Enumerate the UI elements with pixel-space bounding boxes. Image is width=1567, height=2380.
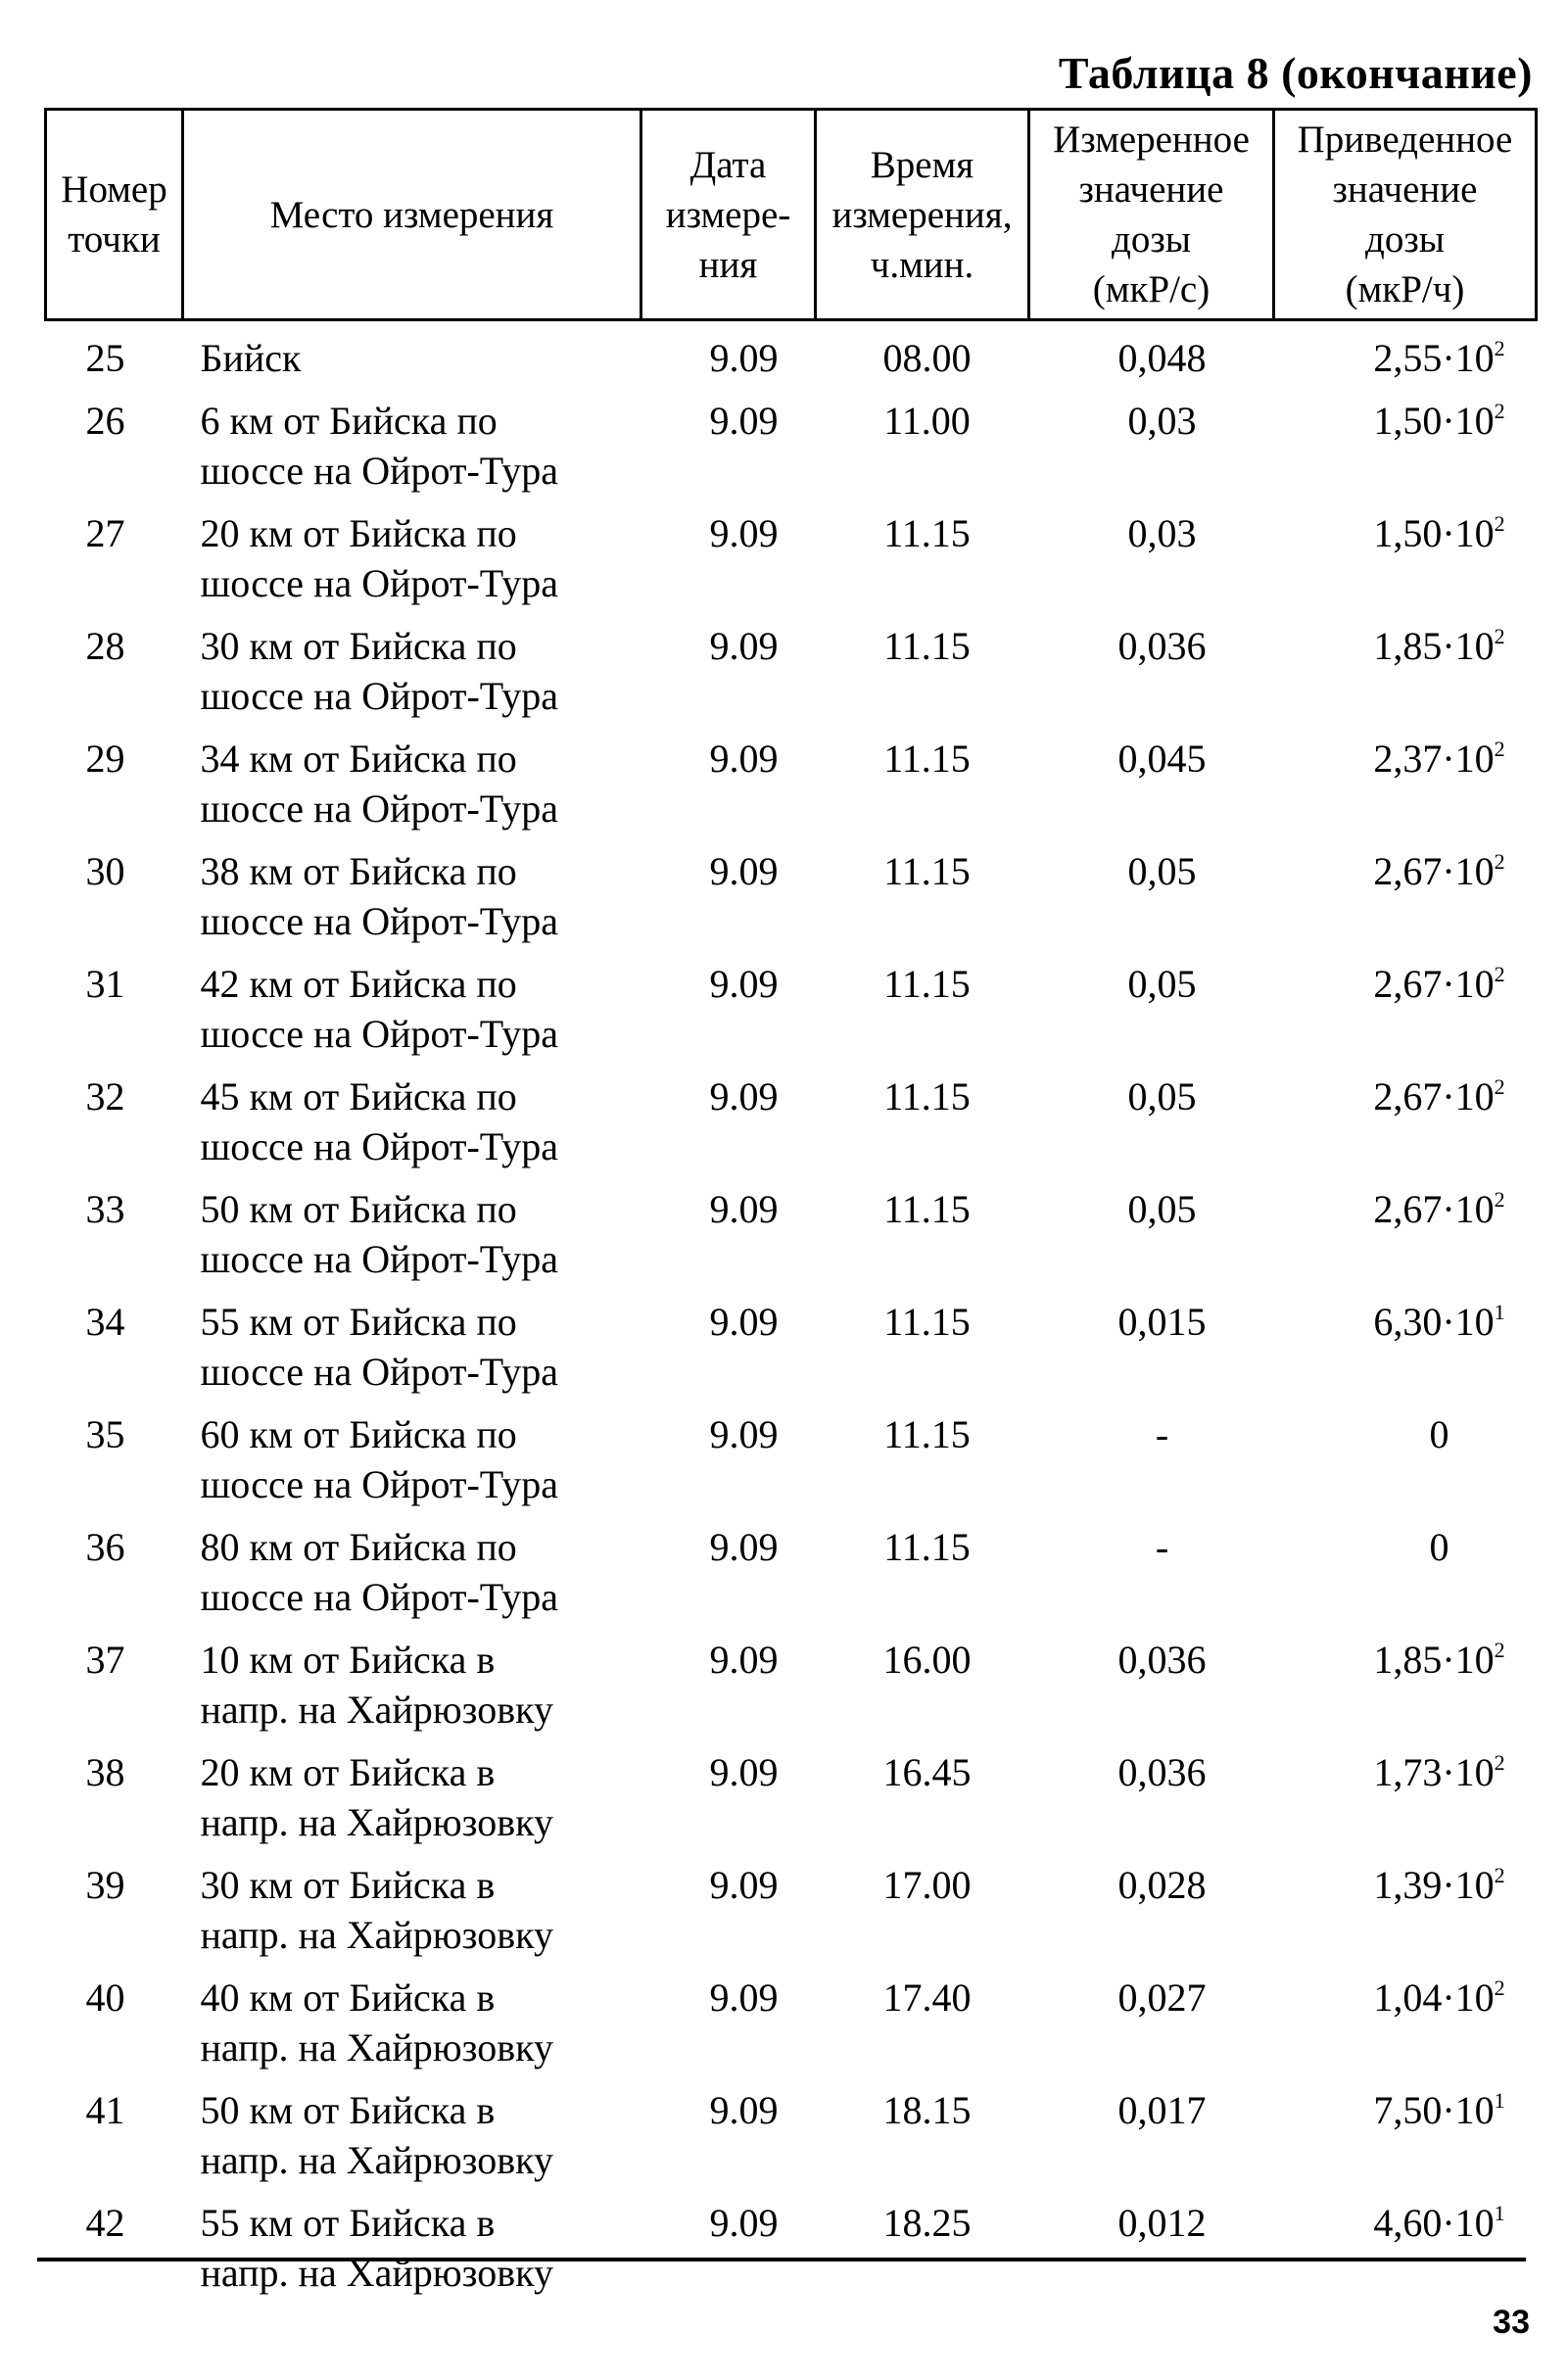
cell-time: 16.45	[882, 1750, 972, 1794]
cell-date: 9.09	[709, 962, 779, 1006]
cell-place	[183, 1522, 641, 1635]
table-row	[46, 1973, 1537, 2085]
cell-reduced-dose	[1274, 320, 1537, 397]
cell-point-number: 31	[85, 962, 125, 1006]
cell-place-line: 6 км от Бийска по	[200, 399, 498, 443]
cell-reduced-mantissa: 6,30·10	[1373, 1300, 1495, 1344]
cell-date: 9.09	[709, 2201, 779, 2245]
page-number: 33	[1493, 2304, 1530, 2341]
cell-reduced-exponent: 2	[1494, 1975, 1505, 2000]
cell-date: 9.09	[709, 1975, 779, 2020]
cell-time: 11.15	[883, 1300, 971, 1344]
cell-date: 9.09	[709, 511, 779, 555]
cell-reduced-mantissa: 1,04·10	[1373, 1975, 1495, 2020]
cell-time: 11.15	[883, 962, 971, 1006]
cell-reduced-dose	[1274, 1071, 1537, 1184]
cell-date: 9.09	[709, 737, 779, 781]
cell-point-number: 28	[85, 624, 125, 668]
header-time: Время измерения, ч.мин.	[816, 110, 1029, 320]
cell-reduced-dose	[1274, 1409, 1537, 1522]
cell-place-line: 50 км от Бийска по	[200, 1187, 517, 1231]
cell-place-line: напр. на Хайрюзовку	[200, 2138, 553, 2182]
cell-date: 9.09	[709, 336, 779, 380]
cell-place-line: напр. на Хайрюзовку	[200, 2025, 553, 2070]
cell-reduced-mantissa: 1,85·10	[1373, 624, 1495, 668]
cell-place	[183, 621, 641, 734]
cell-place-line: Бийск	[200, 336, 302, 380]
cell-place-line: 20 км от Бийска по	[200, 511, 517, 555]
cell-point-number: 32	[85, 1074, 125, 1119]
cell-reduced-dose	[1274, 621, 1537, 734]
cell-measured-dose: 0,03	[1127, 399, 1197, 443]
cell-reduced-mantissa: 1,85·10	[1373, 1638, 1495, 1682]
cell-reduced-mantissa: 1,50·10	[1373, 399, 1495, 443]
cell-place	[183, 2198, 641, 2310]
table-row	[46, 846, 1537, 959]
cell-measured-dose: 0,028	[1117, 1863, 1207, 1907]
cell-point-number: 27	[85, 511, 125, 555]
cell-place-line: шоссе на Ойрот-Тура	[200, 1462, 558, 1506]
cell-place	[183, 1635, 641, 1747]
cell-place	[183, 1184, 641, 1297]
cell-place	[183, 320, 641, 397]
cell-time: 11.00	[883, 399, 971, 443]
cell-date: 9.09	[709, 1300, 779, 1344]
cell-place-line: напр. на Хайрюзовку	[200, 2251, 553, 2295]
cell-place-line: шоссе на Ойрот-Тура	[200, 786, 558, 831]
cell-reduced-exponent: 2	[1494, 336, 1505, 360]
table-row	[46, 2085, 1537, 2198]
cell-reduced-exponent: 2	[1494, 1638, 1505, 1662]
cell-reduced-dose	[1274, 1297, 1537, 1409]
cell-point-number: 34	[85, 1300, 125, 1344]
cell-reduced-exponent: 2	[1494, 1750, 1505, 1775]
cell-reduced-mantissa: 1,39·10	[1373, 1863, 1495, 1907]
cell-place-line: 34 км от Бийска по	[200, 737, 517, 781]
cell-place-line: шоссе на Ойрот-Тура	[200, 674, 558, 718]
cell-reduced-exponent: 2	[1494, 1074, 1505, 1099]
cell-time: 11.15	[883, 737, 971, 781]
cell-point-number: 33	[85, 1187, 125, 1231]
cell-place	[183, 734, 641, 846]
cell-place-line: шоссе на Ойрот-Тура	[200, 1237, 558, 1281]
header-measured-dose: Измеренное значение дозы (мкР/с)	[1029, 110, 1274, 320]
cell-date: 9.09	[709, 1750, 779, 1794]
cell-place	[183, 1071, 641, 1184]
table-row	[46, 1297, 1537, 1409]
cell-reduced-mantissa: 2,67·10	[1373, 962, 1495, 1006]
cell-place-line: 50 км от Бийска в	[200, 2088, 496, 2132]
cell-reduced-dose	[1274, 2198, 1537, 2310]
cell-point-number: 40	[85, 1975, 125, 2020]
cell-reduced-mantissa: 0	[1429, 1525, 1449, 1569]
cell-date: 9.09	[709, 1525, 779, 1569]
cell-measured-dose: 0,03	[1127, 511, 1197, 555]
cell-place-line: напр. на Хайрюзовку	[200, 1800, 553, 1844]
cell-place-line: 10 км от Бийска в	[200, 1638, 496, 1682]
cell-point-number: 42	[85, 2201, 125, 2245]
cell-reduced-dose	[1274, 959, 1537, 1071]
cell-place-line: 45 км от Бийска по	[200, 1074, 517, 1119]
cell-time: 18.25	[882, 2201, 972, 2245]
cell-place-line: шоссе на Ойрот-Тура	[200, 561, 558, 605]
cell-point-number: 41	[85, 2088, 125, 2132]
cell-reduced-dose	[1274, 846, 1537, 959]
table-body	[46, 320, 1537, 2311]
cell-measured-dose: 0,05	[1127, 962, 1197, 1006]
header-place: Место измерения	[183, 110, 641, 320]
table-row	[46, 2198, 1537, 2310]
cell-date: 9.09	[709, 849, 779, 893]
cell-point-number: 26	[85, 399, 125, 443]
cell-place-line: напр. на Хайрюзовку	[200, 1913, 553, 1957]
cell-measured-dose: 0,048	[1117, 336, 1207, 380]
cell-date: 9.09	[709, 2088, 779, 2132]
header-date: Дата измере- ния	[641, 110, 816, 320]
cell-reduced-mantissa: 7,50·10	[1373, 2088, 1495, 2132]
cell-place	[183, 1747, 641, 1860]
cell-place	[183, 846, 641, 959]
cell-reduced-exponent: 2	[1494, 962, 1505, 986]
cell-place-line: 30 км от Бийска по	[200, 624, 517, 668]
cell-reduced-exponent: 1	[1494, 1300, 1505, 1324]
cell-measured-dose: 0,05	[1127, 1074, 1197, 1119]
cell-place-line: 80 км от Бийска по	[200, 1525, 517, 1569]
cell-measured-dose: 0,036	[1117, 1750, 1207, 1794]
cell-place-line: шоссе на Ойрот-Тура	[200, 899, 558, 943]
header-reduced-dose: Приведенное значение дозы (мкР/ч)	[1274, 110, 1537, 320]
cell-date: 9.09	[709, 1863, 779, 1907]
cell-place-line: 42 км от Бийска по	[200, 962, 517, 1006]
cell-time: 11.15	[883, 1187, 971, 1231]
cell-reduced-dose	[1274, 2085, 1537, 2198]
cell-place-line: 40 км от Бийска в	[200, 1975, 496, 2020]
table-row	[46, 1071, 1537, 1184]
cell-reduced-mantissa: 2,67·10	[1373, 1074, 1495, 1119]
cell-reduced-mantissa: 4,60·10	[1373, 2201, 1495, 2245]
table-row	[46, 320, 1537, 397]
cell-place	[183, 1297, 641, 1409]
cell-time: 11.15	[883, 1074, 971, 1119]
cell-place-line: 55 км от Бийска по	[200, 1300, 517, 1344]
cell-reduced-mantissa: 2,37·10	[1373, 737, 1495, 781]
cell-reduced-mantissa: 1,50·10	[1373, 511, 1495, 555]
cell-reduced-exponent: 2	[1494, 1187, 1505, 1212]
cell-place-line: 60 км от Бийска по	[200, 1412, 517, 1456]
cell-point-number: 36	[85, 1525, 125, 1569]
cell-place-line: шоссе на Ойрот-Тура	[200, 1575, 558, 1619]
cell-time: 08.00	[882, 336, 972, 380]
cell-place-line: шоссе на Ойрот-Тура	[200, 1124, 558, 1168]
table-row	[46, 734, 1537, 846]
cell-measured-dose: 0,05	[1127, 849, 1197, 893]
cell-measured-dose: 0,027	[1117, 1975, 1207, 2020]
table-row	[46, 621, 1537, 734]
cell-time: 17.40	[882, 1975, 972, 2020]
table-row	[46, 1184, 1537, 1297]
cell-point-number: 39	[85, 1863, 125, 1907]
cell-reduced-mantissa: 2,67·10	[1373, 1187, 1495, 1231]
table-row	[46, 1635, 1537, 1747]
cell-point-number: 35	[85, 1412, 125, 1456]
cell-reduced-mantissa: 1,73·10	[1373, 1750, 1495, 1794]
cell-reduced-exponent: 1	[1494, 2201, 1505, 2225]
cell-date: 9.09	[709, 1412, 779, 1456]
cell-place	[183, 1973, 641, 2085]
cell-reduced-dose	[1274, 1973, 1537, 2085]
cell-point-number: 25	[85, 336, 125, 380]
cell-measured-dose: 0,045	[1117, 737, 1207, 781]
table-row	[46, 1747, 1537, 1860]
cell-time: 11.15	[883, 624, 971, 668]
cell-place	[183, 2085, 641, 2198]
cell-place-line: 55 км от Бийска в	[200, 2201, 496, 2245]
cell-date: 9.09	[709, 1187, 779, 1231]
cell-measured-dose: 0,012	[1117, 2201, 1207, 2245]
cell-reduced-dose	[1274, 1522, 1537, 1635]
cell-place	[183, 396, 641, 508]
cell-reduced-exponent: 2	[1494, 849, 1505, 874]
table-row	[46, 959, 1537, 1071]
cell-measured-dose: 0,015	[1117, 1300, 1207, 1344]
table-row	[46, 396, 1537, 508]
cell-reduced-exponent: 2	[1494, 1863, 1505, 1887]
radiation-dose-table	[44, 108, 1538, 2310]
header-point-number: Номер точки	[46, 110, 183, 320]
cell-place-line: шоссе на Ойрот-Тура	[200, 1012, 558, 1056]
cell-place	[183, 959, 641, 1071]
cell-reduced-dose	[1274, 1747, 1537, 1860]
cell-reduced-exponent: 1	[1494, 2088, 1505, 2113]
cell-measured-dose: -	[1155, 1525, 1169, 1569]
table-row	[46, 1860, 1537, 1973]
cell-reduced-dose	[1274, 396, 1537, 508]
cell-time: 11.15	[883, 511, 971, 555]
cell-reduced-dose	[1274, 1860, 1537, 1973]
cell-reduced-mantissa: 0	[1429, 1412, 1449, 1456]
cell-place	[183, 508, 641, 621]
cell-date: 9.09	[709, 1074, 779, 1119]
cell-point-number: 38	[85, 1750, 125, 1794]
cell-date: 9.09	[709, 624, 779, 668]
cell-reduced-mantissa: 2,67·10	[1373, 849, 1495, 893]
cell-reduced-dose	[1274, 508, 1537, 621]
cell-place-line: шоссе на Ойрот-Тура	[200, 449, 558, 493]
cell-measured-dose: -	[1155, 1412, 1169, 1456]
bottom-rule	[37, 2258, 1526, 2261]
cell-point-number: 37	[85, 1638, 125, 1682]
cell-point-number: 29	[85, 737, 125, 781]
cell-time: 17.00	[882, 1863, 972, 1907]
cell-place-line: шоссе на Ойрот-Тура	[200, 1350, 558, 1394]
cell-place	[183, 1409, 641, 1522]
cell-time: 16.00	[882, 1638, 972, 1682]
cell-date: 9.09	[709, 399, 779, 443]
cell-reduced-dose	[1274, 1184, 1537, 1297]
cell-time: 18.15	[882, 2088, 972, 2132]
cell-point-number: 30	[85, 849, 125, 893]
cell-time: 11.15	[883, 1525, 971, 1569]
cell-place-line: 30 км от Бийска в	[200, 1863, 496, 1907]
cell-reduced-dose	[1274, 1635, 1537, 1747]
cell-measured-dose: 0,036	[1117, 1638, 1207, 1682]
cell-place-line: напр. на Хайрюзовку	[200, 1688, 553, 1732]
cell-measured-dose: 0,05	[1127, 1187, 1197, 1231]
table-row	[46, 1409, 1537, 1522]
table-row	[46, 508, 1537, 621]
cell-place-line: 38 км от Бийска по	[200, 849, 517, 893]
cell-place	[183, 1860, 641, 1973]
cell-reduced-exponent: 2	[1494, 624, 1505, 648]
cell-reduced-exponent: 2	[1494, 511, 1505, 536]
cell-reduced-exponent: 2	[1494, 399, 1505, 423]
table-caption: Таблица 8 (окончание)	[1058, 48, 1533, 98]
table-row	[46, 1522, 1537, 1635]
cell-time: 11.15	[883, 849, 971, 893]
table-header-row	[46, 110, 1537, 320]
cell-measured-dose: 0,017	[1117, 2088, 1207, 2132]
cell-place-line: 20 км от Бийска в	[200, 1750, 496, 1794]
cell-time: 11.15	[883, 1412, 971, 1456]
cell-reduced-exponent: 2	[1494, 737, 1505, 761]
cell-date: 9.09	[709, 1638, 779, 1682]
cell-reduced-mantissa: 2,55·10	[1373, 336, 1495, 380]
cell-reduced-dose	[1274, 734, 1537, 846]
cell-measured-dose: 0,036	[1117, 624, 1207, 668]
